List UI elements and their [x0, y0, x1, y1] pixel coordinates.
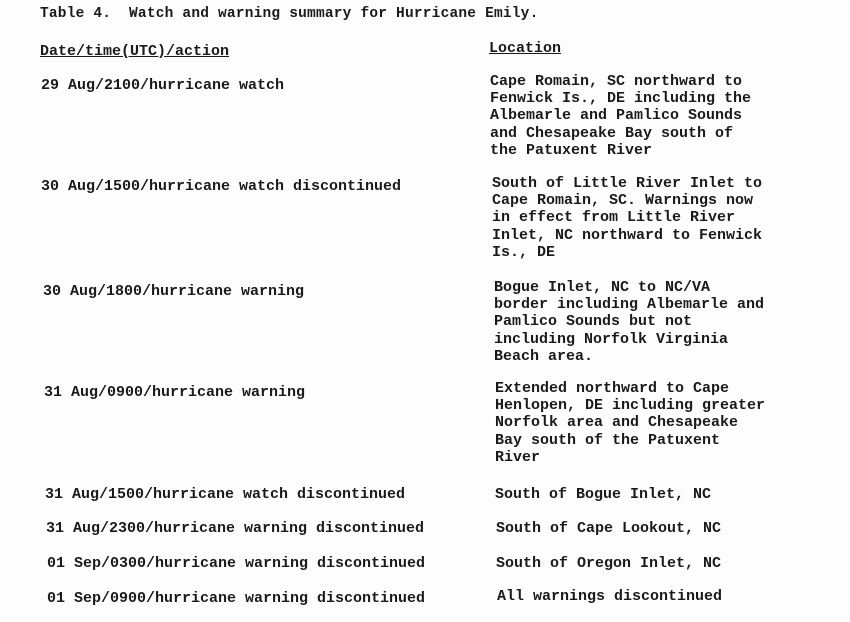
action-cell: 30 Aug/1500/hurricane watch discontinued: [41, 178, 402, 195]
action-cell: 30 Aug/1800/hurricane warning: [43, 283, 305, 300]
location-cell: South of Little River Inlet to Cape Romain, SC. Warnings now in effect from Little River Inlet, NC northward to Fenwick Is., DE: [492, 175, 763, 261]
action-cell: 31 Aug/1500/hurricane watch discontinued: [45, 486, 406, 503]
location-cell: South of Bogue Inlet, NC: [495, 486, 712, 503]
location-cell: All warnings discontinued: [497, 588, 723, 605]
column-header-location: Location: [489, 40, 562, 57]
action-cell: 01 Sep/0900/hurricane warning discontinued: [47, 590, 426, 607]
location-cell: South of Oregon Inlet, NC: [496, 555, 722, 572]
action-cell: 31 Aug/2300/hurricane warning discontinued: [46, 520, 425, 537]
location-cell: Extended northward to Cape Henlopen, DE including greater Norfolk area and Chesapeake Bay south of the Patuxent River: [495, 380, 766, 466]
location-cell: Cape Romain, SC northward to Fenwick Is., DE including the Albemarle and Pamlico Sounds and Chesapeake Bay south of the Patuxent River: [490, 73, 752, 159]
table-title: Table 4. Watch and warning summary for Hurricane Emily.: [40, 6, 539, 22]
location-cell: South of Cape Lookout, NC: [496, 520, 722, 537]
column-header-action: Date/time(UTC)/action: [40, 43, 230, 60]
action-cell: 31 Aug/0900/hurricane warning: [44, 384, 306, 401]
location-cell: Bogue Inlet, NC to NC/VA border including Albemarle and Pamlico Sounds but not including Norfolk Virginia Beach area.: [494, 279, 765, 365]
action-cell: 29 Aug/2100/hurricane watch: [41, 77, 285, 94]
action-cell: 01 Sep/0300/hurricane warning discontinued: [47, 555, 426, 572]
